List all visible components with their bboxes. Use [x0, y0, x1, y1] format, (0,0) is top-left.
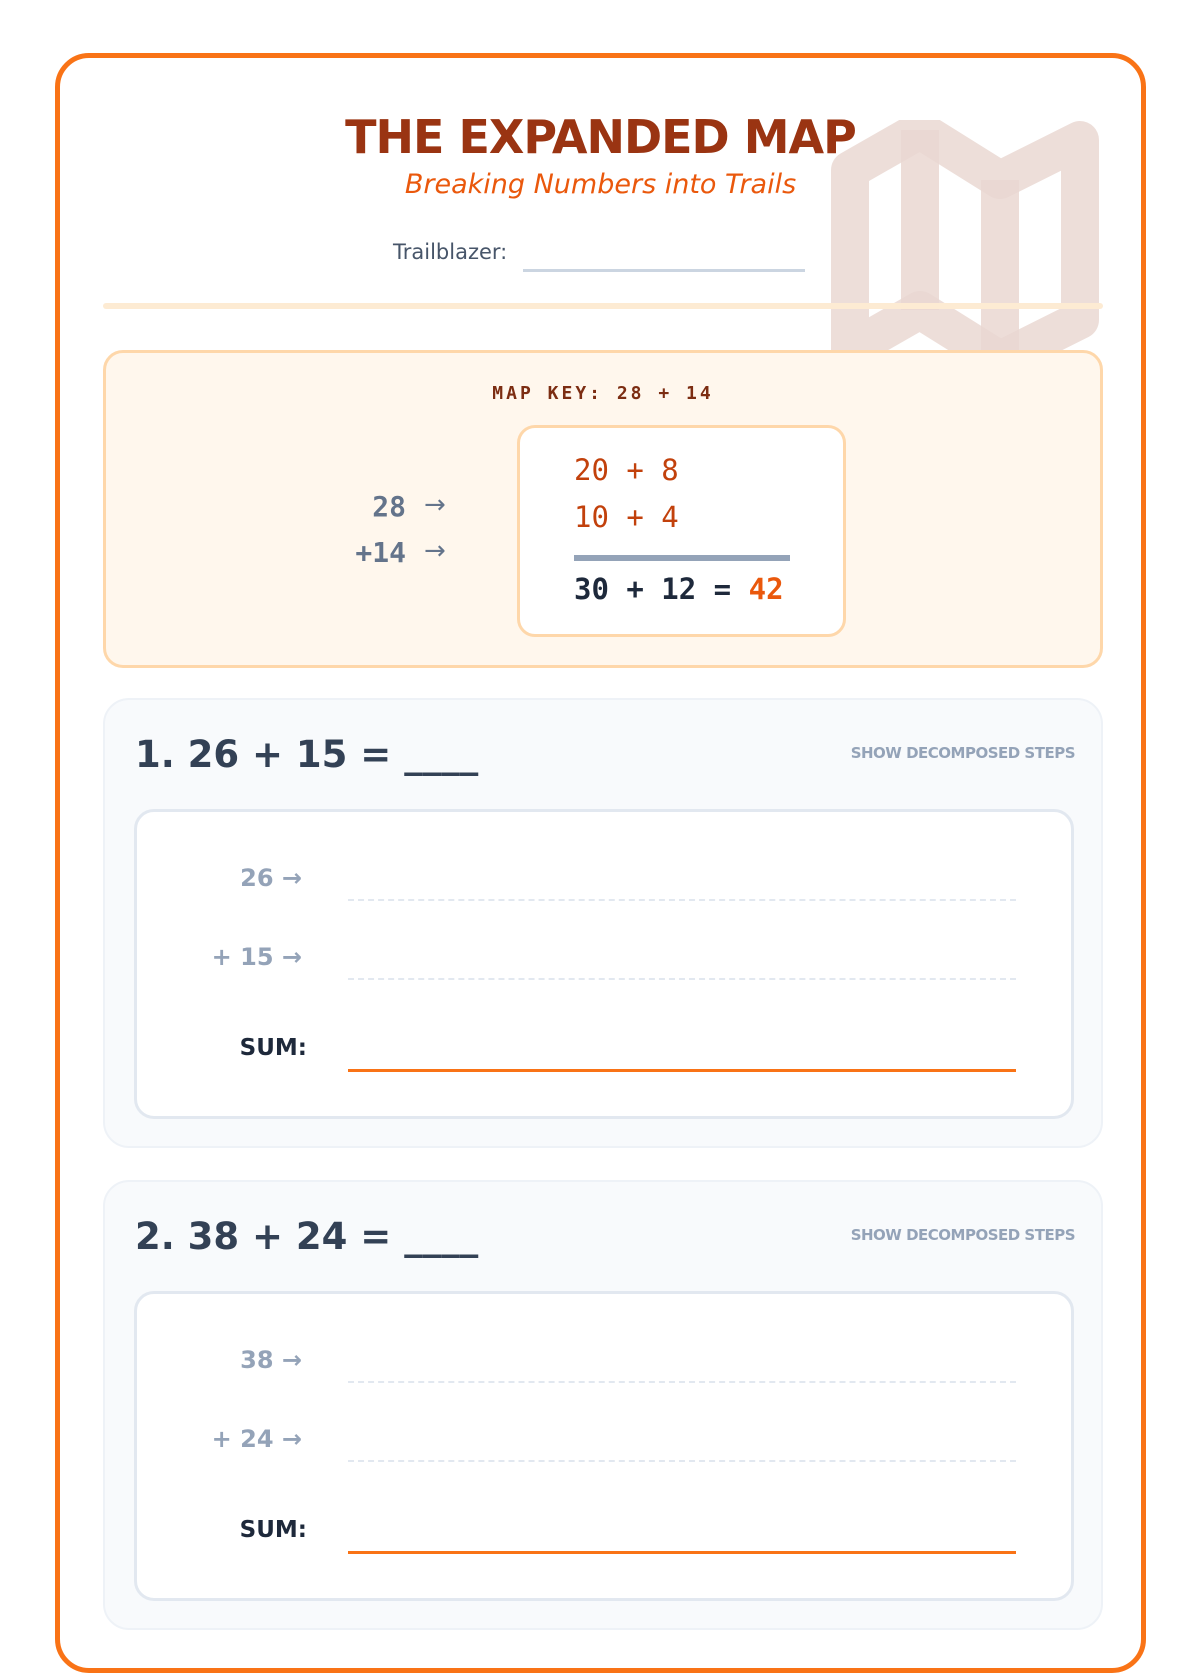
map-key-panel: [103, 350, 1103, 668]
page-subtitle: Breaking Numbers into Trails: [404, 169, 797, 200]
header-divider: [103, 303, 1103, 309]
work-area: [134, 1291, 1074, 1601]
problem-title: 2. 38 + 24 = ____: [135, 1215, 479, 1258]
key-addend-2: +14: [355, 536, 406, 569]
key-result-expression: 30 + 12 =: [574, 572, 749, 606]
map-key-label: MAP KEY: 28 + 14: [492, 383, 714, 404]
key-addend-1: 28: [372, 490, 406, 523]
sum-label: SUM:: [239, 1517, 307, 1543]
sum-answer-line[interactable]: [348, 1551, 1016, 1554]
sum-label: SUM:: [239, 1035, 307, 1061]
problem-card: [103, 1180, 1103, 1630]
decomposition-line-2[interactable]: [348, 1460, 1016, 1462]
sum-answer-line[interactable]: [348, 1069, 1016, 1072]
addend-2-label: + 15 →: [211, 943, 302, 971]
arrow-icon: →: [424, 536, 446, 566]
page-title: THE EXPANDED MAP: [345, 110, 856, 164]
worksheet: [55, 53, 1146, 1673]
key-sum-bar: [574, 555, 790, 561]
addend-1-label: 38 →: [240, 1346, 302, 1374]
addend-2-label: + 24 →: [211, 1425, 302, 1453]
arrow-icon: →: [424, 490, 446, 520]
key-expansion-1: 20 + 8: [574, 453, 679, 487]
problem-title: 1. 26 + 15 = ____: [135, 733, 479, 776]
key-result-answer: 42: [748, 572, 784, 606]
decomposition-line-2[interactable]: [348, 978, 1016, 980]
name-label: Trailblazer:: [393, 240, 508, 264]
key-result: [574, 572, 784, 606]
key-expansion-box: [517, 425, 846, 637]
work-area: [134, 809, 1074, 1119]
problem-card: [103, 698, 1103, 1148]
decomposition-line-1[interactable]: [348, 899, 1016, 901]
addend-1-label: 26 →: [240, 864, 302, 892]
show-steps-toggle[interactable]: SHOW DECOMPOSED STEPS: [850, 1226, 1075, 1244]
show-steps-toggle[interactable]: SHOW DECOMPOSED STEPS: [850, 744, 1075, 762]
key-expansion-2: 10 + 4: [574, 500, 679, 534]
decomposition-line-1[interactable]: [348, 1381, 1016, 1383]
name-field[interactable]: [523, 269, 805, 272]
